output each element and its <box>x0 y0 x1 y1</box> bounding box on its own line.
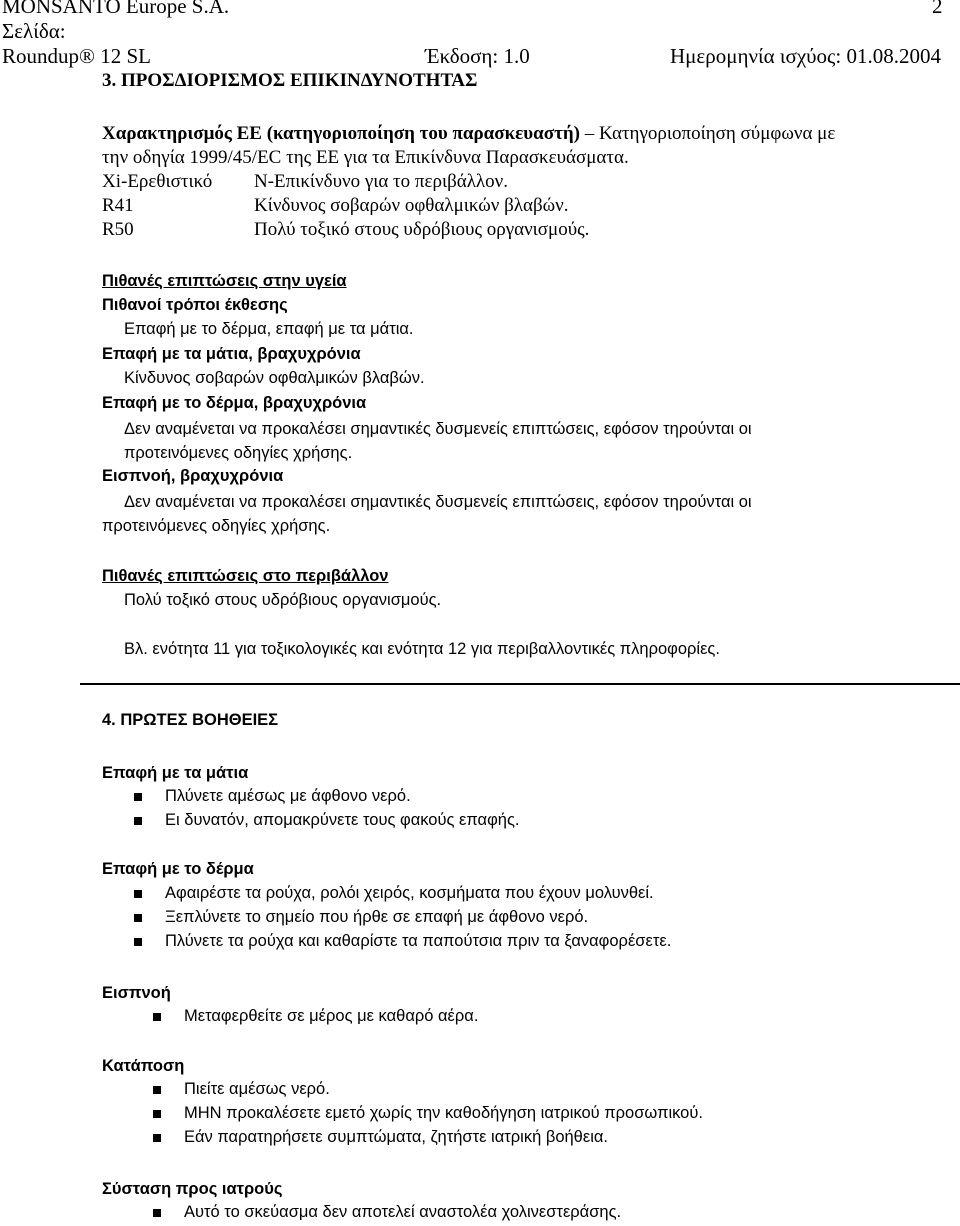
eye-text: Κίνδυνος σοβαρών οφθαλμικών βλαβών. <box>124 369 425 387</box>
section4-title: 4. ΠΡΩΤΕΣ ΒΟΗΘΕΙΕΣ <box>102 711 279 729</box>
bullet-icon <box>153 1110 161 1118</box>
header-page-number: 2 <box>932 0 943 18</box>
bullet-icon <box>134 817 142 825</box>
bullet-icon <box>134 914 142 922</box>
section3-title: 3. ΠΡΟΣΔΙΟΡΙΣΜΟΣ ΕΠΙΚΙΝΔΥΝΟΤΗΤΑΣ <box>102 70 478 91</box>
eyes-item-2: Ει δυνατόν, απομακρύνετε τους φακούς επαφής. <box>165 811 520 829</box>
header-company: MONSANTO Europe S.A. <box>2 0 230 18</box>
inhal-item-1: Μεταφερθείτε σε μέρος με καθαρό αέρα. <box>184 1007 479 1025</box>
ingest-heading: Κατάποση <box>102 1057 185 1075</box>
skin-item-3: Πλύνετε τα ρούχα και καθαρίστε τα παπούτσια πριν τα ξαναφορέσετε. <box>165 932 672 950</box>
eyes-heading: Επαφή με τα μάτια <box>102 764 249 782</box>
r41-code: R41 <box>102 195 134 216</box>
skin-aid-heading: Επαφή με το δέρμα <box>102 860 254 878</box>
env-heading: Πιθανές επιπτώσεις στο περιβάλλον <box>102 567 389 585</box>
classification-rest: – Κατηγοριοποίηση σύμφωνα με <box>579 123 836 144</box>
symbol-n: N-Επικίνδυνο για το περιβάλλον. <box>254 171 508 192</box>
bullet-icon <box>134 938 142 946</box>
bullet-icon <box>134 890 142 898</box>
bullet-icon <box>153 1134 161 1142</box>
skin-item-2: Ξεπλύνετε το σημείο που ήρθε σε επαφή με άφθονο νερό. <box>165 908 589 926</box>
exposure-heading: Πιθανοί τρόποι έκθεσης <box>102 296 288 314</box>
bullet-icon <box>153 1209 161 1217</box>
bullet-icon <box>153 1013 161 1021</box>
eyes-item-1: Πλύνετε αμέσως με άφθονο νερό. <box>165 787 411 805</box>
symbol-xi: Xi-Ερεθιστικό <box>102 171 213 192</box>
skin-text-2: προτεινόμενες οδηγίες χρήσης. <box>124 444 353 462</box>
eye-heading: Επαφή με τα μάτια, βραχυχρόνια <box>102 345 361 363</box>
header-validity: Ημερομηνία ισχύος: 01.08.2004 <box>670 44 941 68</box>
bullet-icon <box>134 793 142 801</box>
doctor-item-1: Αυτό το σκεύασμα δεν αποτελεί αναστολέα χολινεστεράσης. <box>184 1203 622 1221</box>
inhal-heading: Εισπνοή, βραχυχρόνια <box>102 467 284 485</box>
skin-text-1: Δεν αναμένεται να προκαλέσει σημαντικές δυσμενείς επιπτώσεις, εφόσον τηρούνται οι <box>124 420 752 438</box>
bullet-icon <box>153 1086 161 1094</box>
r41-text: Κίνδυνος σοβαρών οφθαλμικών βλαβών. <box>254 195 569 216</box>
ingest-item-3: Εάν παρατηρήσετε συμπτώματα, ζητήστε ιατρική βοήθεια. <box>184 1128 608 1146</box>
skin-heading: Επαφή με το δέρμα, βραχυχρόνια <box>102 394 367 412</box>
classification-line <box>102 123 835 145</box>
header-page-label: Σελίδα: <box>2 19 66 43</box>
skin-item-1: Αφαιρέστε τα ρούχα, ρολόι χειρός, κοσμήματα που έχουν μολυνθεί. <box>165 884 654 902</box>
classification-line2: την οδηγία 1999/45/ΕC της ΕΕ για τα Επικίνδυνα Παρασκευάσματα. <box>102 147 629 168</box>
ingest-item-2: ΜΗΝ προκαλέσετε εμετό χωρίς την καθοδήγηση ιατρικού προσωπικού. <box>184 1104 703 1122</box>
classification-bold: Χαρακτηρισμός ΕΕ (κατηγοριοποίηση του παρασκευαστή) <box>102 123 580 144</box>
exposure-text: Επαφή με το δέρμα, επαφή με τα μάτια. <box>124 320 414 338</box>
ingest-item-1: Πιείτε αμέσως νερό. <box>184 1080 330 1098</box>
section-divider <box>80 683 960 685</box>
health-heading: Πιθανές επιπτώσεις στην υγεία <box>102 272 347 290</box>
inhal-aid-heading: Εισπνοή <box>102 984 171 1002</box>
see-note: Βλ. ενότητα 11 για τοξικολογικές και ενότητα 12 για περιβαλλοντικές πληροφορίες. <box>124 640 720 658</box>
env-text: Πολύ τοξικό στους υδρόβιους οργανισμούς. <box>124 591 442 609</box>
header-product: Roundup® 12 SL <box>2 44 151 68</box>
inhal-text-2: προτεινόμενες οδηγίες χρήσης. <box>102 517 331 535</box>
doctor-heading: Σύσταση προς ιατρούς <box>102 1180 283 1198</box>
header-version: Έκδοση: 1.0 <box>425 44 530 68</box>
r50-code: R50 <box>102 219 134 240</box>
inhal-text-1: Δεν αναμένεται να προκαλέσει σημαντικές δυσμενείς επιπτώσεις, εφόσον τηρούνται οι <box>124 493 752 511</box>
r50-text: Πολύ τοξικό στους υδρόβιους οργανισμούς. <box>254 219 590 240</box>
